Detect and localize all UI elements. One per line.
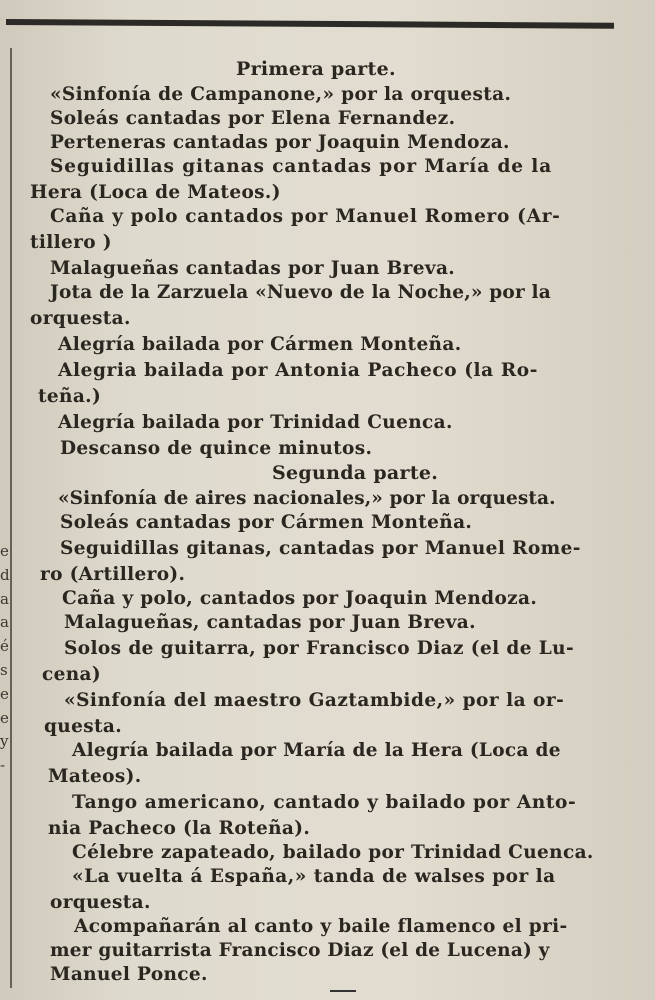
program-line: mer guitarrista Francisco Diaz (el de Lucena) y: [50, 940, 550, 961]
left-fragment: d: [0, 565, 10, 584]
left-fragment: e: [0, 684, 9, 703]
program-line: ro (Artillero).: [40, 564, 186, 585]
left-fragment: -: [0, 756, 6, 775]
program-line: Seguidillas gitanas, cantadas por Manuel Rome-: [60, 538, 581, 559]
program-line: orquesta.: [30, 308, 131, 329]
program-line: «Sinfonía de aires nacionales,» por la orquesta.: [58, 488, 556, 509]
left-fragment: e: [0, 708, 9, 727]
program-line: Manuel Ponce.: [50, 964, 208, 985]
program-line: Soleás cantadas por Elena Fernandez.: [50, 108, 456, 129]
left-fragment: é: [0, 637, 9, 656]
program-line: Caña y polo cantados por Manuel Romero (Ar-: [50, 206, 561, 227]
program-line: cena): [42, 664, 101, 685]
program-line: «Sinfonía de Campanone,» por la orquesta.: [50, 84, 512, 105]
program-line: Soleás cantadas por Cármen Monteña.: [60, 512, 473, 533]
program-line: Solos de guitarra, por Francisco Diaz (el de Lu-: [64, 638, 575, 659]
program-line: Alegría bailada por Cármen Monteña.: [58, 334, 462, 355]
program-line: Descanso de quince minutos.: [60, 438, 373, 459]
program-line: Alegría bailada por María de la Hera (Loca de: [72, 740, 561, 761]
left-fragment: e: [0, 542, 9, 560]
program-line: Malagueñas cantadas por Juan Breva.: [50, 258, 456, 279]
program-line: Hera (Loca de Mateos.): [30, 182, 281, 203]
program-line: Caña y polo, cantados por Joaquin Mendoza.: [62, 588, 538, 609]
part1-heading: Primera parte.: [236, 58, 396, 80]
left-fragment: y: [0, 732, 9, 751]
program-line: orquesta.: [50, 892, 151, 913]
program-line: «La vuelta á España,» tanda de walses por la: [72, 866, 556, 887]
program-line: Jota de la Zarzuela «Nuevo de la Noche,» por la: [50, 282, 551, 303]
program-line: tillero ): [30, 232, 112, 253]
program-line: Mateos).: [48, 766, 142, 787]
section-divider: [330, 990, 356, 992]
left-fragment: s: [0, 660, 8, 679]
left-fragment: a: [0, 613, 9, 632]
program-line: Alegria bailada por Antonia Pacheco (la Ro-: [58, 360, 539, 381]
program-line: Tango americano, cantado y bailado por Anto-: [72, 792, 577, 813]
part2-heading: Segunda parte.: [272, 462, 439, 484]
program-line: questa.: [44, 716, 122, 737]
program-line: Acompañarán al canto y baile flamenco el pri-: [74, 916, 568, 937]
program-line: Malagueñas, cantadas por Juan Breva.: [64, 612, 476, 633]
program-line: Perteneras cantadas por Joaquin Mendoza.: [50, 132, 510, 153]
program-line: Alegría bailada por Trinidad Cuenca.: [58, 412, 453, 433]
program-line: Célebre zapateado, bailado por Trinidad Cuenca.: [72, 842, 594, 863]
program-line: nia Pacheco (la Roteña).: [48, 818, 311, 839]
program-line: Seguidillas gitanas cantadas por María de la: [50, 156, 553, 177]
program-line: «Sinfonía del maestro Gaztambide,» por la or-: [64, 690, 565, 711]
program-line: teña.): [38, 386, 102, 407]
left-fragment: a: [0, 589, 9, 608]
